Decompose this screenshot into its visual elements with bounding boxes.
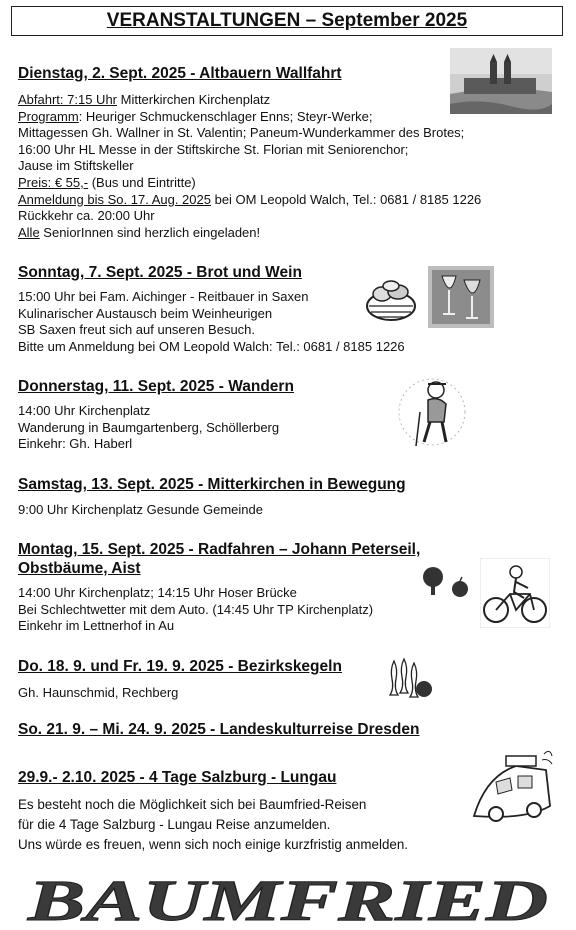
- bowling-icon: [384, 655, 434, 701]
- page-title: VERANSTALTUNGEN – September 2025: [106, 10, 468, 31]
- body-line: Alle SeniorInnen sind herzlich eingeladen!: [18, 224, 261, 240]
- event-radfahren: [18, 540, 420, 635]
- body-line: 14:00 Uhr Kirchenplatz; 14:15 Uhr Hoser Brücke: [18, 585, 297, 600]
- baumfried-logo: [20, 872, 556, 926]
- body-line: Preis: € 55,- (Bus und Eintritte): [18, 174, 196, 190]
- body-line: SB Saxen freut sich auf unseren Besuch.: [18, 322, 256, 338]
- body-line: Bei Schlechtwetter mit dem Auto. (14:45 Uhr TP Kirchenplatz): [18, 601, 374, 617]
- event-brot-und-wein: [18, 263, 405, 355]
- event-heading: 29.9.- 2.10. 2025 - 4 Tage Salzburg - Lungau: [18, 769, 337, 786]
- event-heading: Montag, 15. Sept. 2025 - Radfahren – Johann Peterseil,: [18, 541, 421, 558]
- body-line: Kulinarischer Austausch beim Weinheurigen: [18, 305, 273, 321]
- event-wandern: [18, 377, 294, 453]
- body-line: 9:00 Uhr Kirchenplatz Gesunde Gemeinde: [18, 502, 263, 517]
- event-body: [18, 795, 408, 855]
- event-body: [18, 502, 406, 519]
- wine-glasses-icon: [428, 266, 494, 328]
- event-salzburg-lungau: [18, 768, 408, 855]
- body-line: 14:00 Uhr Kirchenplatz: [18, 403, 151, 418]
- body-line: 16:00 Uhr HL Messe in der Stiftskirche St. Florian mit Seniorenchor;: [18, 141, 409, 157]
- event-body: [18, 289, 405, 355]
- event-heading: Samstag, 13. Sept. 2025 - Mitterkirchen in Bewegung: [18, 476, 406, 493]
- brand-text: BAUMFRIED: [26, 872, 549, 926]
- event-heading: Donnerstag, 11. Sept. 2025 - Wandern: [18, 378, 294, 395]
- title-box: [11, 6, 563, 36]
- body-line: Bitte um Anmeldung bei OM Leopold Walch: Tel.: 0681 / 8185 1226: [18, 338, 405, 354]
- event-landeskulturreise: [18, 720, 419, 739]
- travel-bus-icon: [466, 746, 554, 824]
- event-mitterkirchen-in-bewegung: [18, 475, 406, 519]
- body-line: Es besteht noch die Möglichkeit sich bei Baumfried-Reisen: [18, 797, 367, 812]
- body-line: Anmeldung bis So. 17. Aug. 2025 bei OM Leopold Walch, Tel.: 0681 / 8185 1226: [18, 191, 482, 207]
- body-line: Abfahrt: 7:15 Uhr Mitterkirchen Kirchenplatz: [18, 92, 271, 107]
- body-line: 15:00 Uhr bei Fam. Aichinger - Reitbauer in Saxen: [18, 289, 309, 304]
- body-line: Programm: Heuriger Schmuckenschlager Enns; Steyr-Werke;: [18, 108, 373, 124]
- event-heading: Dienstag, 2. Sept. 2025 - Altbauern Wallfahrt: [18, 65, 342, 82]
- event-body: [18, 685, 342, 702]
- event-heading-line2: Obstbäume, Aist: [18, 560, 141, 577]
- body-line: Wanderung in Baumgartenberg, Schöllerberg: [18, 419, 280, 435]
- body-line: Einkehr im Lettnerhof in Au: [18, 618, 175, 634]
- body-line: Rückkehr ca. 20:00 Uhr: [18, 208, 155, 224]
- event-body: [18, 92, 481, 241]
- event-body: [18, 403, 294, 453]
- body-line: Mittagessen Gh. Wallner in St. Valentin; Paneum-Wunderkammer des Brotes;: [18, 125, 465, 141]
- event-heading: Sonntag, 7. Sept. 2025 - Brot und Wein: [18, 264, 302, 281]
- monastery-photo: [450, 48, 552, 114]
- tree-icon: [418, 566, 448, 596]
- apple-icon: [450, 576, 470, 598]
- hiker-icon: [398, 372, 468, 452]
- cyclist-icon: [480, 558, 550, 628]
- event-altbauern-wallfahrt: [18, 64, 481, 241]
- bread-basket-icon: [362, 270, 420, 328]
- body-line: für die 4 Tage Salzburg - Lungau Reise anzumelden.: [18, 817, 331, 832]
- event-heading: Do. 18. 9. und Fr. 19. 9. 2025 - Bezirkskegeln: [18, 658, 342, 675]
- body-line: Jause im Stiftskeller: [18, 158, 134, 174]
- event-bezirkskegeln: [18, 657, 342, 702]
- body-line: Gh. Haunschmid, Rechberg: [18, 685, 179, 700]
- body-line: Uns würde es freuen, wenn sich noch einige kurzfristig anmelden.: [18, 837, 409, 852]
- event-body: [18, 585, 420, 635]
- event-heading: So. 21. 9. – Mi. 24. 9. 2025 - Landeskulturreise Dresden: [18, 721, 420, 738]
- body-line: Einkehr: Gh. Haberl: [18, 436, 133, 452]
